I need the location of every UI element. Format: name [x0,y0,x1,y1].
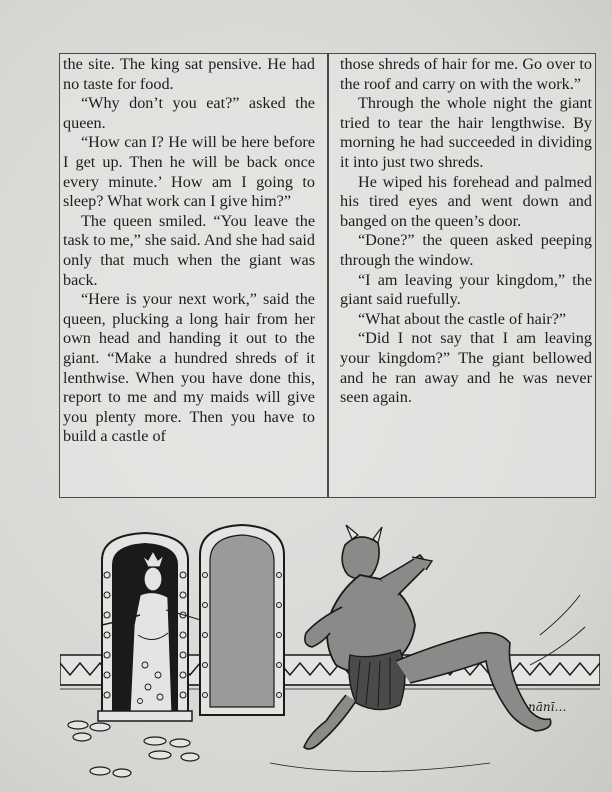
story-illustration [60,515,600,785]
paragraph: “What about the castle of hair?” [358,309,567,328]
paragraph: the site. The king sat pensive. He had no taste for food. [63,55,315,93]
paragraph: “I am leaving your kingdom,” the giant said ruefully. [340,270,592,309]
paragraph: “Done?” the queen asked peeping through the window. [340,231,592,269]
stepping-stones [68,721,199,777]
column-divider [327,53,329,498]
paragraph: Through the whole night the giant tried to tear the hair lengthwise. By morning he had succeeded in dividing it into just two shreds. [340,94,592,171]
paragraph: The queen smiled. “You leave the task to me,” she said. And she had said only that much when the giant was back. [63,211,315,289]
paragraph: “Did I not say that I am leaving your kingdom?” The giant bellowed and he ran away and he was never seen again. [340,329,592,407]
paragraph: those shreds of hair for me. Go over to the roof and carry on with the work.” [340,55,592,93]
paragraph: “Here is your next work,” said the queen, plucking a long hair from her own head and handing it out to the giant. “Make a hundred shreds of it lenthwise. When you have done this, report to me and my maids will give you plenty more. Then you have to build a castle of [63,290,315,446]
paragraph: “How can I? He will be here before I get up. Then he will be back once every minute.’ How am I going to sleep? What work can I give him?” [63,133,315,211]
story-column-right [340,55,592,495]
paragraph: “Why don’t you eat?” asked the queen. [63,94,315,132]
artist-signature: nānī… [528,700,567,714]
open-door [200,525,284,715]
giant-figure [270,525,585,772]
paragraph: He wiped his forehead and palmed his tired eyes and went down and banged on the queen’s door. [340,172,592,230]
story-column-left [63,55,315,495]
